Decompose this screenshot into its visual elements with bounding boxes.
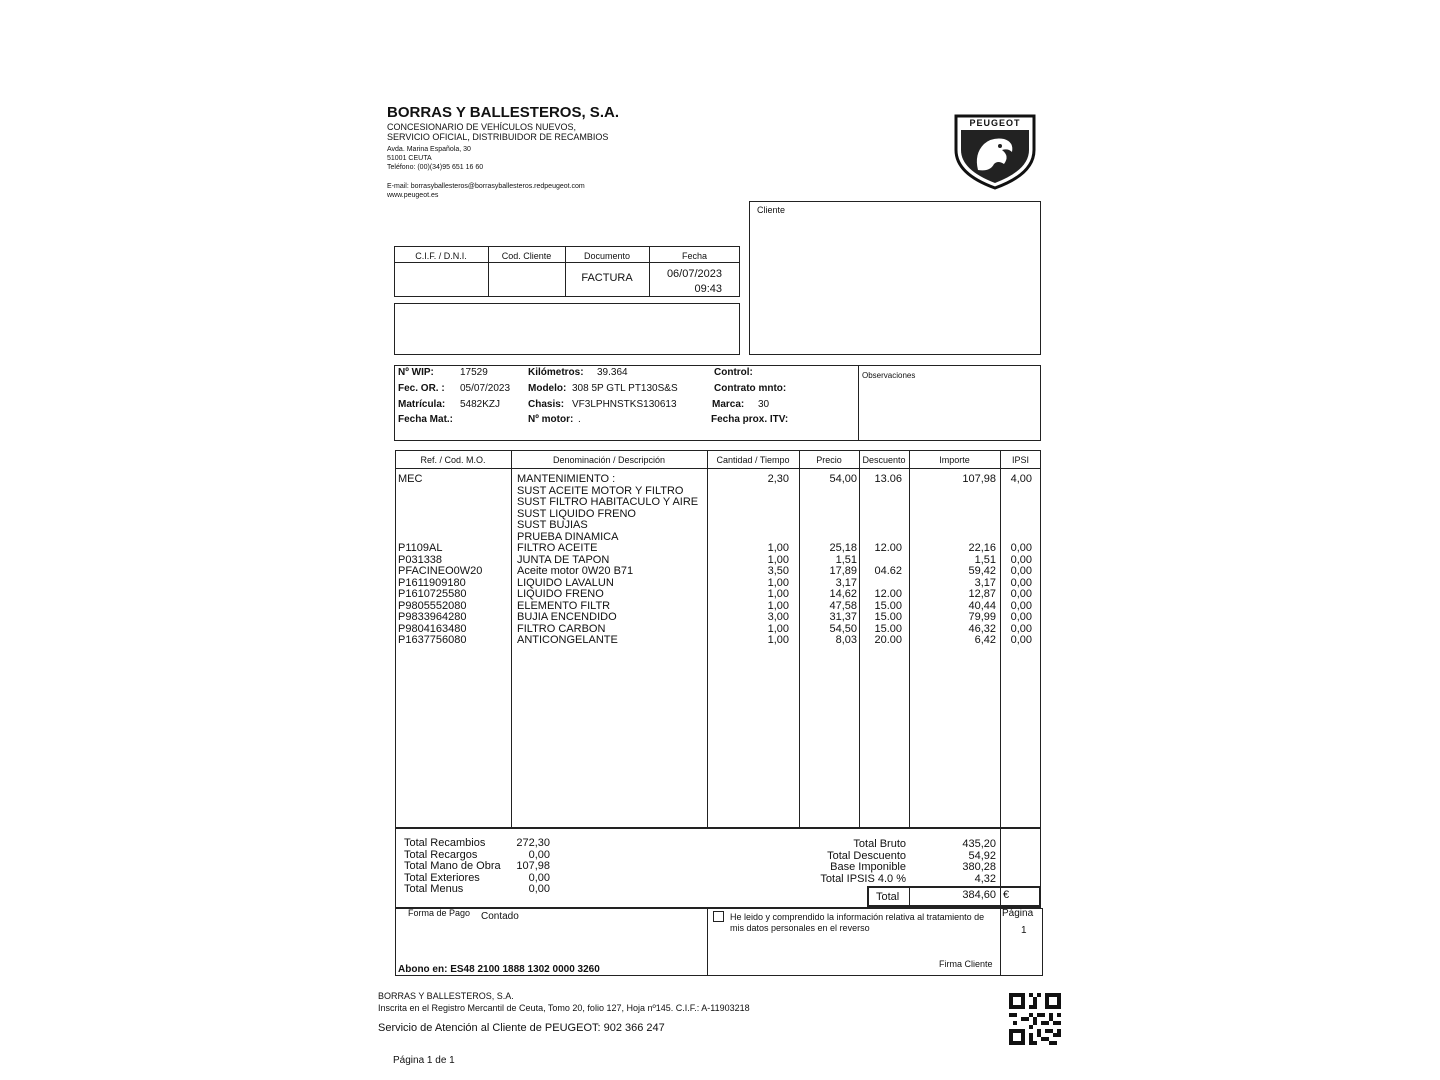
table-cell-desc: PRUEBA DINAMICA [517,530,619,543]
table-cell-desc_pct: 12.00 [874,588,902,600]
chasis-value: VF3LPHNSTKS130613 [572,399,677,410]
table-cell-ref [398,485,510,497]
table-cell-precio: 14,62 [829,588,857,600]
table-cell-precio [799,508,857,520]
total-left-label: Total Recargos [404,848,478,861]
table-cell-precio: 47,58 [829,599,857,612]
header-fecha: Fecha [681,251,707,261]
fec-or-label: Fec. OR. : [398,383,445,394]
table-cell-desc: ELEMENTO FILTR [517,599,611,612]
table-cell-qty [707,531,789,543]
total-left-value: 0,00 [528,883,550,895]
fecha-value: 06/07/2023 [666,268,722,280]
table-cell-importe [909,485,996,497]
table-cell-ipsi: 0,00 [1010,622,1032,635]
company-line2: SERVICIO OFICIAL, DISTRIBUIDOR DE RECAMBIOS [387,132,609,142]
table-cell-ipsi: 0,00 [1010,611,1032,623]
table-cell-importe: 22,16 [968,542,996,554]
table-cell-ref: P1637756080 [398,634,467,646]
table-cell-desc_pct: 12.00 [874,542,902,554]
table-cell-importe [909,496,996,508]
footer-company: BORRAS Y BALLESTEROS, S.A. [378,991,514,1001]
table-cell-qty [707,519,789,531]
total-left-value: 0,00 [528,871,550,884]
table-cell-importe: 3,17 [974,576,996,589]
table-cell-precio [799,519,857,531]
abono-iban: Abono en: ES48 2100 1888 1302 0000 3260 [398,964,600,975]
table-cell-desc_pct [859,485,902,497]
itv-label: Fecha prox. ITV: [711,414,789,425]
total-left-label: Total Mano de Obra [404,860,501,872]
table-cell-desc: SUST LIQUIDO FRENO [517,507,636,520]
table-cell-precio: 3,17 [835,576,857,589]
table-cell-ipsi [1000,485,1032,497]
table-cell-precio [799,496,857,508]
table-cell-precio: 17,89 [829,565,857,577]
table-cell-desc: FILTRO CARBON [517,622,606,635]
modelo-value: 308 5P GTL PT130S&S [572,383,678,394]
table-cell-precio: 54,50 [829,622,857,635]
company-line1: CONCESIONARIO DE VEHÍCULOS NUEVOS, [387,122,577,132]
table-cell-precio: 25,18 [829,542,857,554]
consent-checkbox[interactable] [713,911,724,922]
table-cell-ipsi: 4,00 [1010,473,1032,485]
footer-page: Página 1 de 1 [393,1055,455,1066]
total-left-label: Total Recambios [404,837,486,849]
table-cell-importe [909,508,996,520]
table-cell-ipsi: 0,00 [1010,634,1032,646]
cliente-box [749,201,1041,355]
table-cell-precio [799,531,857,543]
total-right-value: 380,28 [962,861,996,873]
km-value: 39.364 [597,367,628,378]
fecha-mat-label: Fecha Mat.: [398,414,454,425]
table-cell-qty: 1,00 [767,553,789,566]
table-cell-qty: 3,00 [767,611,789,623]
contrato-label: Contrato mnto: [714,383,787,394]
table-cell-qty: 3,50 [767,565,789,577]
total-right-value: 4,32 [974,872,996,885]
fec-or-value: 05/07/2023 [460,383,511,394]
marca-label: Marca: [712,399,745,410]
footer-registry: Inscrita en el Registro Mercantil de Ceuta, Tomo 20, folio 127, Hoja nº145. C.I.F.: A-11903218 [378,1003,750,1013]
table-cell-importe: 46,32 [968,622,996,635]
marca-value: 30 [758,399,770,410]
table-cell-ref: P031338 [398,553,443,566]
table-cell-ipsi [1000,508,1032,520]
table-cell-qty [707,485,789,497]
table-cell-ref [398,496,510,508]
total-left-value: 272,30 [516,837,550,849]
control-label: Control: [714,367,753,378]
modelo-label: Modelo: [528,383,567,394]
total-right-value: 54,92 [968,849,996,862]
forma-pago-label: Forma de Pago [408,908,471,918]
table-cell-precio [799,485,857,497]
table-cell-desc_pct [859,508,902,520]
table-cell-precio: 54,00 [829,473,857,485]
observaciones-label: Observaciones [862,371,916,380]
table-cell-qty: 2,30 [767,473,789,485]
cliente-label: Cliente [757,205,786,215]
footer-service: Servicio de Atención al Cliente de PEUGEOT: 902 366 247 [378,1022,665,1034]
table-cell-ref: MEC [398,473,423,485]
table-cell-precio: 1,51 [835,553,857,566]
table-cell-ipsi: 0,00 [1010,542,1032,554]
table-cell-ipsi [1000,531,1032,543]
table-cell-desc: Aceite motor 0W20 B71 [517,565,634,577]
table-cell-ref: P1109AL [398,542,443,554]
table-cell-importe [909,531,996,543]
table-cell-desc: LIQUIDO LAVALUN [517,576,614,589]
peugeot-lion-logo-icon [952,112,1038,190]
total-left-label: Total Exteriores [404,871,480,884]
table-cell-ref: PFACINEO0W20 [398,565,483,577]
chasis-label: Chasis: [528,399,565,410]
table-cell-qty: 1,00 [767,599,789,612]
wip-label: Nº WIP: [398,367,434,378]
table-cell-desc: BUJIA ENCENDIDO [517,611,617,623]
table-cell-qty: 1,00 [767,634,789,646]
table-cell-ref [398,508,510,520]
table-cell-importe: 59,42 [968,565,996,577]
table-cell-ipsi: 0,00 [1010,576,1032,589]
table-cell-ipsi: 0,00 [1010,565,1032,577]
company-city: 51001 CEUTA [387,155,432,162]
matricula-value: 5482KZJ [460,399,501,410]
table-cell-ref: P1611909180 [398,576,466,589]
table-cell-ref: P1610725580 [398,588,467,600]
table-cell-qty [707,508,789,520]
col-importe: Importe [939,455,970,465]
table-cell-qty: 1,00 [767,576,789,589]
header-cif: C.I.F. / D.N.I. [415,251,467,261]
total-right-label: Total IPSIS 4.0 % [820,872,906,885]
company-name: BORRAS Y BALLESTEROS, S.A. [387,104,619,121]
table-cell-importe: 6,42 [974,634,996,646]
table-cell-ref [398,519,510,531]
logo-text: PEUGEOT [969,118,1021,128]
motor-label: Nº motor: [528,414,574,425]
table-cell-ref: P9805552080 [398,599,467,612]
table-cell-desc_pct: 15.00 [874,611,902,623]
table-cell-ipsi [1000,519,1032,531]
table-cell-ipsi: 0,00 [1010,599,1032,612]
matricula-label: Matrícula: [398,399,446,410]
table-cell-desc_pct: 20.00 [874,634,902,646]
table-cell-desc_pct [859,554,902,566]
total-left-value: 0,00 [528,848,550,861]
col-precio: Precio [816,455,842,465]
total-currency: € [1003,889,1010,901]
table-cell-qty: 1,00 [767,588,789,600]
table-cell-ref: P9804163480 [398,622,467,635]
total-right-label: Total Descuento [827,849,906,862]
pagina-value: 1 [1021,925,1027,936]
table-cell-importe: 1,51 [974,553,996,566]
table-cell-desc_pct: 15.00 [874,622,902,635]
table-cell-ref [398,531,510,543]
table-cell-desc: ANTICONGELANTE [517,634,618,646]
company-phone: Teléfono: (00)(34)95 651 16 60 [387,164,484,171]
table-cell-importe: 79,99 [968,611,996,623]
table-cell-desc_pct: 15.00 [874,599,902,612]
total-label: Total [876,891,900,903]
consent-text: He leido y comprendido la información relativa al tratamiento de mis datos personales en el reverso [730,912,985,933]
firma-label: Firma Cliente [939,959,993,969]
table-cell-qty: 1,00 [767,622,789,635]
table-cell-precio: 8,03 [835,634,857,646]
header-documento: Documento [583,251,631,261]
table-cell-qty: 1,00 [767,542,789,554]
total-value: 384,60 [962,889,996,901]
hora-value: 09:43 [694,283,722,295]
table-cell-ipsi: 0,00 [1010,553,1032,566]
col-ipsi: IPSI [1011,455,1029,465]
pagina-label: Página [1002,908,1034,919]
table-cell-desc: SUST ACEITE MOTOR Y FILTRO [517,484,684,497]
total-right-value: 435,20 [962,838,996,850]
table-cell-desc: FILTRO ACEITE [517,542,598,554]
address-box [394,303,740,355]
total-left-value: 107,98 [516,860,550,872]
total-right-label: Total Bruto [853,838,906,850]
col-ref: Ref. / Cod. M.O. [420,455,486,465]
col-desc: Denominación / Descripción [552,455,666,465]
km-label: Kilómetros: [528,367,584,378]
wip-value: 17529 [460,367,488,378]
total-right-label: Base Imponible [830,861,906,873]
table-cell-desc_pct: 13.06 [874,473,902,485]
table-cell-desc_pct [859,496,902,508]
table-cell-ipsi [1000,496,1032,508]
table-cell-desc_pct [859,577,902,589]
qr-code-icon [1009,993,1061,1045]
table-cell-ipsi: 0,00 [1010,588,1032,600]
table-cell-desc_pct [859,531,902,543]
table-cell-desc: SUST BUJIAS [517,519,588,531]
documento-value: FACTURA [581,272,633,284]
table-cell-desc: LIQUIDO FRENO [517,588,604,600]
table-cell-desc: MANTENIMIENTO : [517,473,616,485]
table-cell-precio: 31,37 [829,611,857,623]
table-cell-importe: 40,44 [968,599,996,612]
table-cell-qty [707,496,789,508]
forma-pago-value: Contado [481,911,519,922]
table-cell-importe: 107,98 [962,473,996,485]
table-cell-desc_pct: 04.62 [874,565,902,577]
motor-value: . [578,414,581,425]
table-cell-importe: 12,87 [968,588,996,600]
header-cod-cliente: Cod. Cliente [501,251,552,261]
col-qty: Cantidad / Tiempo [716,455,790,465]
table-cell-ref: P9833964280 [398,611,467,623]
company-email: E-mail: borrasyballesteros@borrasyballesteros.redpeugeot.com [387,183,585,190]
company-web: www.peugeot.es [387,192,439,199]
table-cell-desc_pct [859,519,902,531]
table-cell-desc: SUST FILTRO HABITACULO Y AIRE [517,496,699,508]
table-cell-desc: JUNTA DE TAPON [517,553,610,566]
table-cell-importe [909,519,996,531]
col-descuento: Descuento [862,455,906,465]
total-left-label: Total Menus [404,883,464,895]
company-address: Avda. Marina Española, 30 [387,146,471,153]
